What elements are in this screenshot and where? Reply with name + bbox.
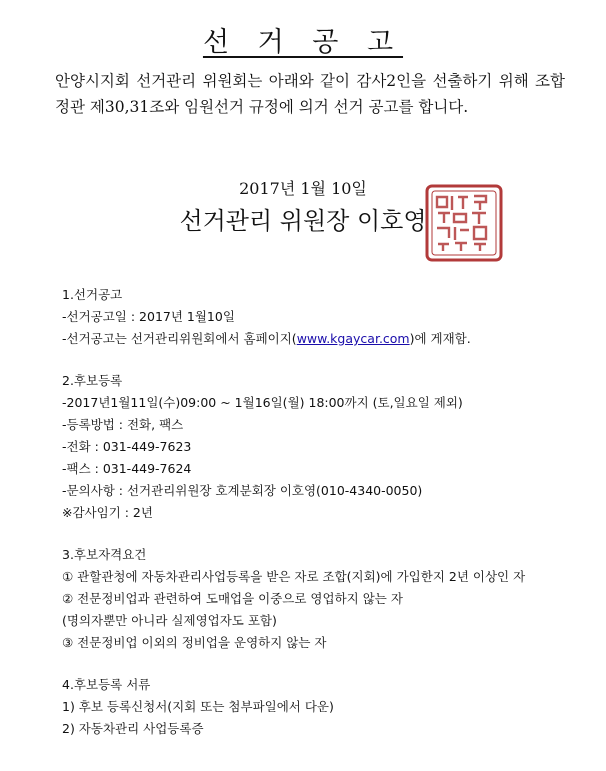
section-registration xyxy=(62,370,552,524)
qualification-2: ② 전문정비업과 관련하여 도매업을 이중으로 영업하지 않는 자 xyxy=(62,591,403,606)
registration-period: -2017년1월11일(수)09:00 ~ 1월16일(월) 18:00까지 (토,일요일 제외) xyxy=(62,395,463,410)
document-1: 1) 후보 등록신청서(지회 또는 첨부파일에서 다운) xyxy=(62,699,334,714)
section-documents xyxy=(62,674,552,740)
auditor-term: ※감사임기 : 2년 xyxy=(62,505,153,520)
notice-date: 2017년 1월 10일 xyxy=(239,179,367,198)
qualification-3: ③ 전문정비업 이외의 정비업을 운영하지 않는 자 xyxy=(62,635,327,650)
section-heading: 2.후보등록 xyxy=(62,373,123,388)
registration-contact: -문의사항 : 선거관리위원장 호계분회장 이호영(010-4340-0050) xyxy=(62,483,423,498)
document-2: 2) 자동차관리 사업등록증 xyxy=(62,721,204,736)
registration-fax: -팩스 : 031-449-7624 xyxy=(62,461,192,476)
registration-phone: -전화 : 031-449-7623 xyxy=(62,439,192,454)
qualification-2-note: (명의자뿐만 아니라 실제영업자도 포함) xyxy=(62,613,277,628)
chairperson-signature: 선거관리 위원장 이호영 xyxy=(179,207,427,235)
qualification-1: ① 관할관청에 자동차관리사업등록을 받은 자로 조합(지회)에 가입한지 2년 이상인 자 xyxy=(62,569,526,584)
announcement-posting xyxy=(62,328,552,350)
intro-paragraph: 안양시지회 선거관리 위원회는 아래와 같이 감사2인을 선출하기 위해 조합정관 제30,31조와 임원선거 규정에 의거 선거 공고를 합니다. xyxy=(55,72,565,116)
registration-method: -등록방법 : 전화, 팩스 xyxy=(62,417,184,432)
posting-text: -선거공고는 선거관리위원회에서 홈페이지( xyxy=(62,331,297,346)
document-title xyxy=(0,20,606,59)
homepage-link[interactable]: www.kgaycar.com xyxy=(296,331,410,346)
notice-body xyxy=(62,284,552,760)
title-text: 선 거 공 고 xyxy=(202,27,404,58)
section-announcement xyxy=(62,284,552,350)
section-heading: 1.선거공고 xyxy=(62,287,123,302)
section-heading: 4.후보등록 서류 xyxy=(62,677,151,692)
announcement-date: -선거공고일 : 2017년 1월10일 xyxy=(62,309,235,324)
posting-text-end: )에 게재함. xyxy=(409,331,471,346)
section-heading: 3.후보자격요건 xyxy=(62,547,147,562)
official-seal-stamp xyxy=(424,183,504,263)
section-qualifications xyxy=(62,544,552,654)
